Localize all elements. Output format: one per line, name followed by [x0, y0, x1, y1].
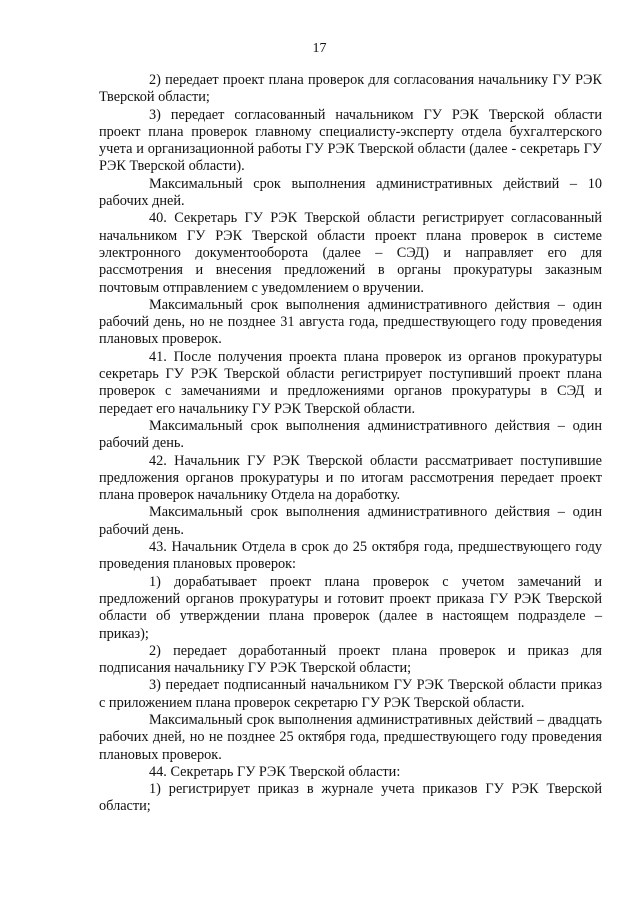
- paragraph: 42. Начальник ГУ РЭК Тверской области рассматривает поступившие предложения органов прокуратуры и по итогам рассмотрения передает проект плана проверок начальнику Отдела на доработку.: [99, 452, 602, 504]
- paragraph: 43. Начальник Отдела в срок до 25 октября года, предшествующего году проведения плановых проверок:: [99, 539, 602, 573]
- paragraph: Максимальный срок выполнения административного действия – один рабочий день.: [99, 417, 602, 452]
- paragraph: Максимальный срок выполнения административного действия – один рабочий день, но не позднее 31 августа года, предшествующего году проведения плановых проверок.: [99, 296, 602, 348]
- paragraph: 1) регистрирует приказ в журнале учета приказов ГУ РЭК Тверской области;: [99, 781, 602, 815]
- page-number: 17: [312, 41, 327, 56]
- paragraph: Максимальный срок выполнения административных действий – двадцать рабочих дней, но не позднее 25 октября года, предшествующего году проведения плановых проверок.: [99, 711, 602, 763]
- paragraph: 2) передает проект плана проверок для согласования начальнику ГУ РЭК Тверской области;: [99, 72, 602, 106]
- paragraph: 41. После получения проекта плана проверок из органов прокуратуры секретарь ГУ РЭК Тверской области регистрирует поступивший проект плана проверок с замечаниями и предложениями органов прокуратуры в СЭД и передает его начальнику ГУ РЭК Тверской области.: [99, 348, 602, 417]
- paragraph: 1) дорабатывает проект плана проверок с учетом замечаний и предложений органов прокуратуры и готовит проект приказа ГУ РЭК Тверской области об утверждении плана проверок (далее в настоящем подразделе – приказ);: [99, 573, 602, 642]
- paragraph: Максимальный срок выполнения административных действий – 10 рабочих дней.: [99, 175, 602, 210]
- paragraph: 2) передает доработанный проект плана проверок и приказ для подписания начальнику ГУ РЭК Тверской области;: [99, 642, 602, 677]
- paragraph: Максимальный срок выполнения административного действия – один рабочий день.: [99, 504, 602, 538]
- paragraph: 40. Секретарь ГУ РЭК Тверской области регистрирует согласованный начальником ГУ РЭК Тверской области проект плана проверок в системе электронного документооборота (далее – СЭД) и направляет его для рассмотрения и внесения предложений в органы прокуратуры заказным почтовым отправлением с уведомлением о вручении.: [99, 210, 602, 296]
- paragraph: 3) передает согласованный начальником ГУ РЭК Тверской области проект плана проверок главному специалисту-эксперту отдела бухгалтерского учета и организационной работы ГУ РЭК Тверской области (далее - секретарь ГУ РЭК Тверской области).: [99, 106, 602, 175]
- document-body: [99, 72, 602, 816]
- paragraph: 3) передает подписанный начальником ГУ РЭК Тверской области приказ с приложением плана проверок секретарю ГУ РЭК Тверской области.: [99, 677, 602, 711]
- paragraph: 44. Секретарь ГУ РЭК Тверской области:: [149, 763, 401, 780]
